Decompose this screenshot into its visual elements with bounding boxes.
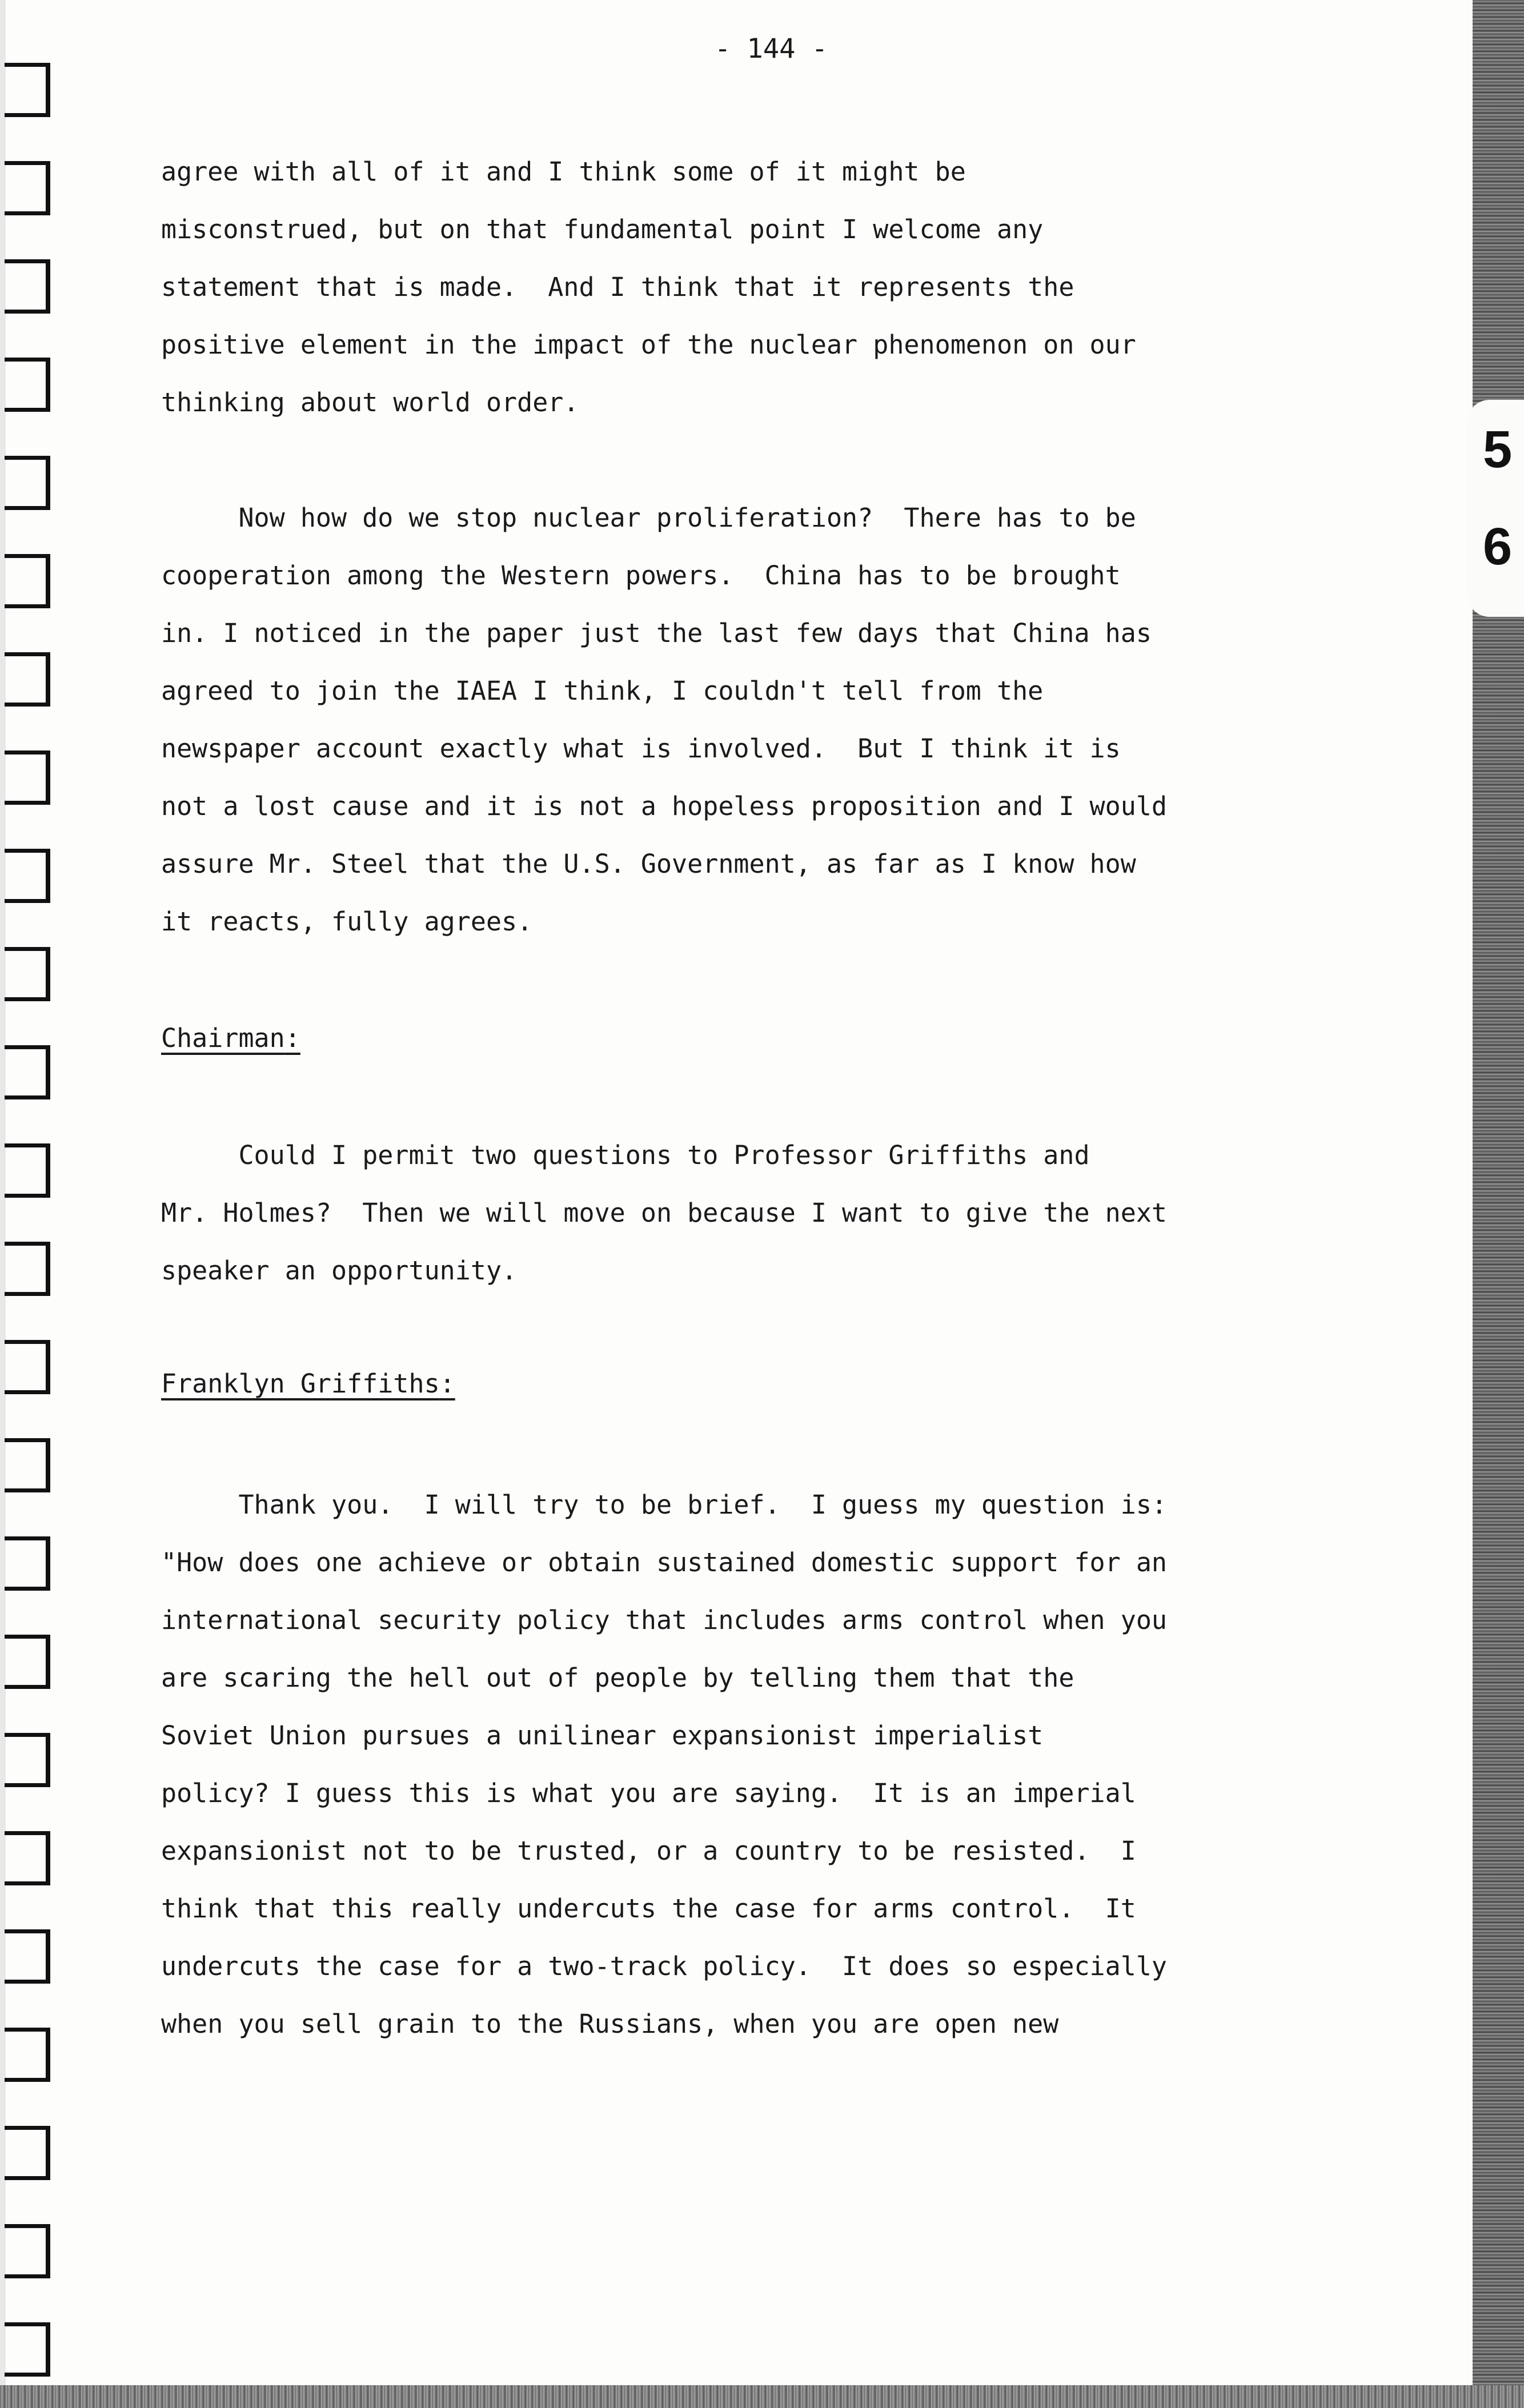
- binding-loop: [5, 1536, 50, 1591]
- speaker-heading-griffiths: Franklyn Griffiths:: [161, 1368, 455, 1399]
- paragraph-griffiths: Thank you. I will try to be brief. I guess my question is: "How does one achieve or obtain sustained domestic support for an international security policy that includes arms control when you are scaring the hell out of people by telling them that the Soviet Union pursues a unilinear expansionist imperialist policy? I guess this is what you are saying. It is an imperial expansionist not to be trusted, or a country to be resisted. I think that this really undercuts the case for arms control. It undercuts the case for a two-track policy. It does so especially when you sell grain to the Russians, when you are open new: [161, 1490, 1167, 2039]
- binding-loop: [5, 2028, 50, 2082]
- paragraph-chairman: Could I permit two questions to Professor Griffiths and Mr. Holmes? Then we will move on because I want to give the next speaker an opportunity.: [161, 1140, 1167, 1286]
- binding-loop: [5, 1340, 50, 1394]
- tab-label-6: 6: [1483, 517, 1513, 576]
- binding-loop: [5, 2224, 50, 2278]
- speaker-name: Chairman: [161, 1023, 285, 1053]
- binding-loop: [5, 849, 50, 903]
- binding-loop: [5, 554, 50, 608]
- binding-loop: [5, 1438, 50, 1492]
- binding-loop: [5, 1242, 50, 1296]
- binding-loop: [5, 1635, 50, 1689]
- binding-loop: [5, 358, 50, 412]
- binding-loop: [5, 1733, 50, 1787]
- bottom-edge: [0, 2385, 1524, 2408]
- binding-loop: [5, 1045, 50, 1099]
- page-stack-edge: [1473, 0, 1524, 2408]
- binding-loop: [5, 2126, 50, 2180]
- tab-label-5: 5: [1483, 420, 1513, 479]
- binding-loop: [5, 456, 50, 510]
- binding-loop: [5, 2322, 50, 2377]
- binding-loop: [5, 161, 50, 215]
- binding-loop: [5, 1929, 50, 1984]
- speaker-heading-chairman: Chairman:: [161, 1023, 300, 1053]
- paragraph-proliferation: Now how do we stop nuclear proliferation? There has to be cooperation among the Western powers. China has to be brought in. I noticed in the paper just the last few days that China has agreed to join the IAEA I think, I couldn't tell from the newspaper account exactly what is involved. But I think it is not a lost cause and it is not a hopeless proposition and I would assure Mr. Steel that the U.S. Government, as far as I know how it reacts, fully agrees.: [161, 503, 1167, 937]
- paragraph-continuation: agree with all of it and I think some of it might be misconstrued, but on that fundamental point I welcome any statement that is made. And I think that it represents the positive element in the impact of the nuclear phenomenon on our thinking about world order.: [161, 156, 1136, 418]
- binding-loop: [5, 63, 50, 117]
- binding-loop: [5, 259, 50, 314]
- spiral-binding: [0, 0, 63, 2408]
- speaker-name: Franklyn Griffiths: [161, 1368, 440, 1399]
- page-number: - 144 -: [714, 33, 828, 65]
- binding-loop: [5, 1143, 50, 1198]
- binding-loop: [5, 652, 50, 707]
- binding-loop: [5, 947, 50, 1001]
- binding-loop: [5, 1831, 50, 1885]
- binding-loop: [5, 751, 50, 805]
